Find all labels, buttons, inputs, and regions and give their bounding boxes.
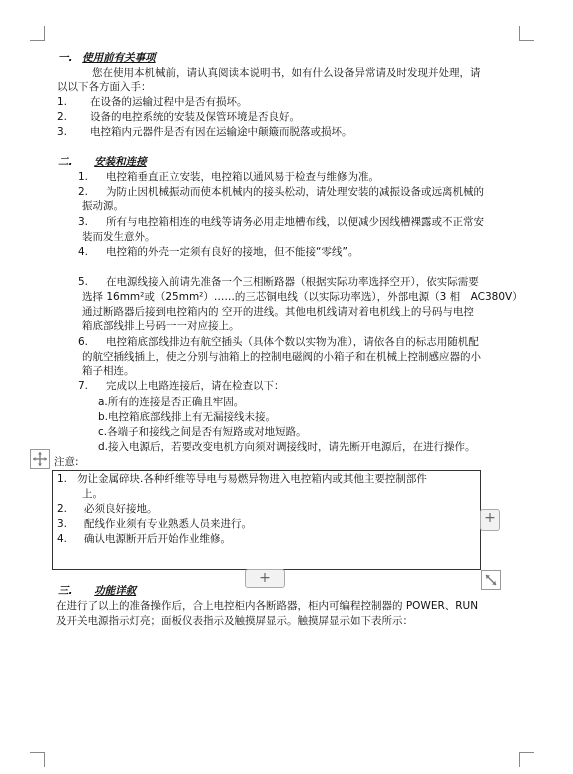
add-row-button[interactable] [245, 569, 285, 588]
move-handle-icon [31, 450, 49, 468]
section2-item-text-cont: 箱子相连。 [82, 365, 135, 377]
section1-heading [58, 52, 156, 65]
add-row-icon: + [259, 570, 271, 586]
note-item-text: 必须良好接地。 [84, 503, 158, 515]
section2-heading [58, 156, 147, 169]
section2-item-number: 4. [78, 246, 89, 258]
table-move-handle[interactable] [30, 449, 50, 469]
corner-mark-top-left [30, 26, 45, 41]
section1-item-text: 电控箱内元器件是否有因在运输途中颠簸而脱落或损坏。 [90, 126, 353, 138]
section1-number: 一. [58, 52, 73, 64]
section2-item-text: 所有与电控箱相连的电线等请务必用走地槽布线，以便减少因线槽裸露或不正常安 [106, 216, 484, 228]
note-item-text: 勿让金属碎块.各种纤维等导电与易燃异物进入电控箱内或其他主要控制部件 [77, 473, 427, 485]
section2-item-text: 电控箱底部线排边有航空插头（具体个数以实物为准），请依各自的标志用随机配 [106, 336, 479, 348]
section2-subitem: c.各端子和接线之间是否有短路或对地短路。 [98, 426, 307, 438]
section3-heading [58, 585, 136, 598]
section1-item-text: 在设备的运输过程中是否有损坏。 [90, 96, 248, 108]
section3-title: 功能详叙 [94, 585, 137, 597]
section2-item-text: 为防止因机械振动而使本机械内的接头松动，请处理安装的减振设备或远离机械的 [106, 186, 484, 198]
section3-paragraph-line1: 在进行了以上的准备操作后，合上电控柜内各断路器，柜内可编程控制器的 POWER、RUN [56, 600, 479, 612]
section2-item-text-cont: 装而发生意外。 [82, 231, 156, 243]
section1-item-number: 3. [57, 126, 68, 138]
section2-title: 安装和连接 [94, 156, 147, 168]
note-item-text-cont: 上。 [82, 488, 103, 500]
section3-number: 三. [58, 585, 73, 597]
section2-item-text: 电控箱的外壳一定须有良好的接地，但不能接“零线”。 [106, 246, 359, 258]
section1-item-number: 2. [57, 111, 68, 123]
corner-mark-bottom-right [519, 752, 534, 767]
section2-item-text-cont: 通过断路器后接到电控箱内的 空开的进线。其他电机线请对着电机线上的号码与电控 [82, 306, 474, 318]
section2-number: 二. [58, 156, 73, 168]
section2-item-number: 7. [78, 380, 89, 392]
section2-subitem: a.所有的连接是否正确且牢固。 [98, 396, 245, 408]
corner-mark-bottom-left [30, 752, 45, 767]
note-item-number: 1. [57, 473, 68, 485]
table-resize-handle[interactable] [481, 570, 501, 590]
section2-item-text-cont: 振动源。 [82, 200, 124, 212]
section2-item-number: 2. [78, 186, 89, 198]
section1-item-number: 1. [57, 96, 68, 108]
section2-item-number: 6. [78, 336, 89, 348]
note-item-number: 2. [57, 503, 68, 515]
section2-item-text-cont: 选择 16mm²或（25mm²）……的三芯铜电线（以实际功率选），外部电源（3 相 AC380V） [82, 291, 523, 303]
add-column-icon: + [484, 510, 496, 526]
section2-item-number: 1. [78, 171, 89, 183]
note-item-text: 配线作业须有专业熟悉人员来进行。 [84, 518, 252, 530]
section1-title: 使用前有关事项 [82, 52, 156, 64]
section2-item-text: 电控箱垂直正立安装，电控箱以通风易于检查与维修为准。 [106, 171, 379, 183]
section2-subitem: b.电控箱底部线排上有无漏接线未接。 [98, 411, 277, 423]
resize-handle-icon [482, 571, 500, 589]
section2-item-number: 5. [78, 276, 89, 288]
note-item-number: 4. [57, 533, 68, 545]
add-column-button[interactable] [480, 509, 500, 531]
section1-intro-line2: 以以下各方面入手： [57, 81, 152, 93]
note-label: 注意: [54, 456, 79, 468]
section1-intro-line1: 您在使用本机械前，请认真阅读本说明书，如有什么设备异常请及时发现并处理，请 [92, 67, 481, 79]
section2-item-text-cont: 的航空插线插上，使之分别与油箱上的控制电磁阀的小箱子和在机械上控制感应器的小 [82, 351, 481, 363]
section1-item-text: 设备的电控系统的安装及保管环境是否良好。 [90, 111, 300, 123]
section3-paragraph-line2: 及开关电源指示灯亮；面板仪表指示及触摸屏显示。触摸屏显示如下表所示： [56, 615, 413, 627]
section2-item-number: 3. [78, 216, 89, 228]
section2-item-text-cont: 箱底部线排上号码一一对应接上。 [82, 320, 240, 332]
note-item-text: 确认电源断开后开始作业维修。 [84, 533, 231, 545]
note-item-number: 3. [57, 518, 68, 530]
section2-subitem: d.接入电源后，若要改变电机方向须对调接线时，请先断开电源后，在进行操作。 [98, 441, 476, 453]
corner-mark-top-right [519, 26, 534, 41]
section2-item-text: 完成以上电路连接后，请在检查以下： [106, 380, 285, 392]
section2-item-text: 在电源线接入前请先准备一个三相断路器（根据实际功率选择空开），依实际需要 [106, 276, 479, 288]
